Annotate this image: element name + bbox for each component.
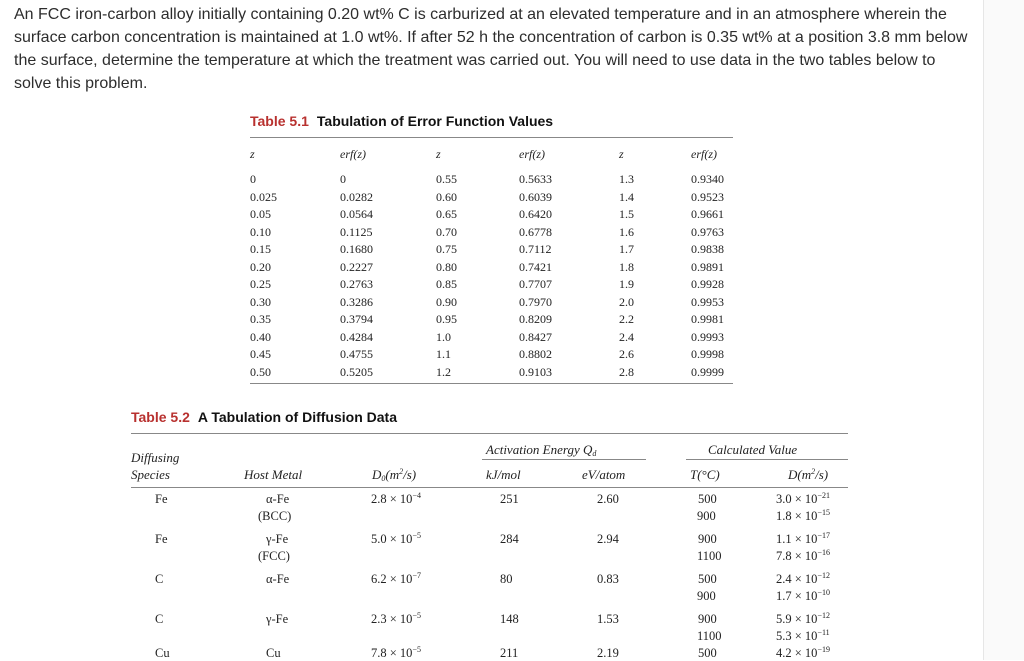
table-5-1-cell: 0.5633: [519, 172, 552, 186]
row-activation-kj: 251: [500, 492, 519, 506]
table-5-1-cell: 1.9: [619, 277, 634, 291]
row-temperature-1: 900: [698, 612, 717, 626]
row-d-value-1: $4.2 \times 10^{-19}$: [776, 645, 830, 660]
row-temperature-1: 500: [698, 572, 717, 586]
row-host-metal: α-Fe: [266, 572, 290, 586]
row-host-metal: Cu: [266, 646, 281, 660]
table-5-1-cell: 1.7: [619, 242, 634, 256]
table-5-1-column-erf: [340, 147, 373, 381]
row-activation-ev: 2.94: [597, 532, 619, 546]
table-5-1-cell: 0.9928: [691, 277, 724, 291]
row-activation-ev: 2.60: [597, 492, 619, 506]
header-host-metal: Host Metal: [244, 467, 303, 482]
header-ev-atom: eV/atom: [582, 467, 626, 482]
row-temperature-2: 900: [697, 509, 716, 523]
table-5-2-top-rule: [131, 433, 848, 434]
table-5-1-cell: 0.9998: [691, 347, 724, 361]
table-5-1-cell: 0.70: [436, 224, 457, 239]
table-5-1-cell: 0.5205: [340, 364, 373, 379]
row-species: Fe: [155, 532, 168, 546]
header-temperature: T(°C): [690, 467, 720, 482]
table-5-1-cell: 0.85: [436, 277, 457, 291]
table-5-1-cell: 0.025: [250, 189, 277, 204]
table-5-1-cell: 0.2227: [340, 259, 373, 274]
row-activation-ev: 2.19: [597, 646, 619, 660]
table-5-1-cell: 0.6778: [519, 224, 552, 239]
table-5-1-cell: 0.3794: [340, 312, 373, 326]
table-5-1-caption: Tabulation of Error Function Values: [316, 113, 554, 129]
row-species: C: [155, 572, 164, 586]
table-5-1-cell: 0.3286: [340, 294, 373, 309]
row-activation-kj: 80: [500, 572, 513, 586]
calculated-value-rule: [686, 459, 848, 460]
row-species: C: [155, 612, 164, 626]
table-5-1-cell: 1.0: [436, 329, 451, 344]
row-host-metal: α-Fe: [266, 492, 290, 506]
table-5-1-cell: 0.9953: [691, 294, 724, 309]
table-5-1-cell: 0.9340: [691, 172, 724, 186]
table-5-1-cell: 0: [250, 172, 256, 186]
table-5-1-cell: 0.8427: [519, 329, 552, 344]
row-d0: $2.3 \times 10^{-5}$: [371, 611, 421, 626]
table-5-1-cell: 2.4: [619, 329, 634, 344]
table-5-1-cell: 0.9993: [691, 329, 724, 344]
table-5-1-cell: 0.60: [436, 189, 457, 204]
row-d-value-2: $1.7 \times 10^{-10}$: [776, 588, 830, 603]
row-d-value-2: $5.3 \times 10^{-11}$: [776, 628, 830, 643]
table-5-1-cell: 0.50: [250, 364, 271, 379]
header-activation-energy: Activation Energy $Q_d$: [486, 442, 597, 458]
table-5-1-cell: 0.35: [250, 312, 271, 326]
header-kj-mol: kJ/mol: [486, 467, 521, 482]
row-activation-kj: 284: [500, 532, 519, 546]
table-5-1-number: Table 5.1: [250, 113, 309, 129]
table-5-1-cell: 0.6420: [519, 207, 552, 221]
row-host-structure: (FCC): [258, 549, 290, 563]
table-5-1-cell: 0.05: [250, 207, 271, 221]
table-5-1-column-z: [250, 147, 277, 381]
header-d: $D(m^2/s)$: [788, 467, 829, 482]
table-5-1-header-erf: erf(z): [691, 147, 717, 161]
table-5-1-header-z: z: [436, 147, 441, 161]
table-5-1-cell: 0.9103: [519, 364, 552, 379]
row-activation-kj: 211: [500, 646, 519, 660]
table-5-1-cell: 0.9891: [691, 259, 724, 274]
table-5-1-cell: 0.7707: [519, 277, 552, 291]
row-host-metal: γ-Fe: [266, 612, 289, 626]
table-5-1-cell: 1.5: [619, 207, 634, 221]
table-5-1-cell: 1.3: [619, 172, 634, 186]
right-scroll-rail: [983, 0, 1024, 660]
row-d0: $6.2 \times 10^{-7}$: [371, 571, 421, 586]
table-5-1-header-z: z: [250, 147, 255, 161]
table-5-1-cell: 1.2: [436, 364, 451, 379]
table-5-1-column-z: [619, 147, 634, 381]
row-activation-ev: 1.53: [597, 612, 619, 626]
problem-statement: An FCC iron-carbon alloy initially containing 0.20 wt% C is carburized at an elevated temperature and in an atmosphere wherein the surface carbon concentration is maintained at 1.0 wt%. If after 52 h the concentration of carbon is 0.35 wt% at a position 3.8 mm below the surface, determine the temperature at which the treatment was carried out. You will need to use data in the two tables below to solve this problem.: [14, 6, 968, 92]
table-5-1-cell: 2.6: [619, 347, 634, 361]
table-5-1-cell: 0.0564: [340, 207, 373, 221]
table-5-1-cell: 1.8: [619, 259, 634, 274]
table-5-1-cell: 0.15: [250, 242, 271, 256]
table-5-1-column-erf: [519, 147, 552, 381]
table-5-1-cell: 0.45: [250, 347, 271, 361]
table-5-2-caption: A Tabulation of Diffusion Data: [197, 409, 397, 425]
row-d-value-2: $1.8 \times 10^{-15}$: [776, 508, 830, 523]
table-5-2-number: Table 5.2: [131, 409, 190, 425]
table-5-1-cell: 0.1125: [340, 224, 373, 239]
table-5-1-cell: 1.4: [619, 189, 634, 204]
table-5-1-cell: 0.7970: [519, 294, 552, 309]
header-species: Species: [131, 467, 170, 482]
table-5-1-header-erf: erf(z): [340, 147, 366, 161]
table-5-1-cell: 0.90: [436, 294, 457, 309]
table-5-1-cell: 0.9661: [691, 207, 724, 221]
table-5-1-column-erf: [691, 147, 724, 381]
table-5-1-cell: 0.7112: [519, 242, 552, 256]
row-d0: $7.8 \times 10^{-5}$: [371, 645, 421, 660]
table-5-1-cell: 0.9523: [691, 189, 724, 204]
row-temperature-1: 500: [698, 646, 717, 660]
table-5-1-cell: 0.0282: [340, 189, 373, 204]
table-5-1-cell: 0.30: [250, 294, 271, 309]
row-d-value-2: $7.8 \times 10^{-16}$: [776, 548, 830, 563]
table-5-2-title: [131, 409, 397, 425]
header-calculated-value: Calculated Value: [708, 442, 798, 457]
header-diffusing: Diffusing: [131, 450, 180, 465]
table-5-1-header-erf: erf(z): [519, 147, 545, 161]
table-5-1-cell: 0.25: [250, 277, 271, 291]
table-5-1-cell: 0.9999: [691, 364, 724, 379]
table-5-1-bottom-rule: [250, 383, 733, 384]
row-host-structure: (BCC): [258, 509, 292, 523]
table-5-1-cell: 0.95: [436, 312, 457, 326]
table-5-1-cell: 1.1: [436, 347, 451, 361]
row-species: Fe: [155, 492, 168, 506]
table-5-2-header-rule: [131, 487, 848, 488]
table-5-1-cell: 0.4755: [340, 347, 373, 361]
table-5-1-cell: 0.80: [436, 259, 457, 274]
row-host-metal: γ-Fe: [266, 532, 289, 546]
table-5-1-cell: 0.6039: [519, 189, 552, 204]
header-d0: $D_0(m^2/s)$: [372, 467, 417, 483]
row-d-value-1: $3.0 \times 10^{-21}$: [776, 491, 830, 506]
table-5-1-cell: 0.7421: [519, 259, 552, 274]
activation-energy-rule: [482, 459, 646, 460]
row-temperature-2: 1100: [697, 629, 722, 643]
row-d0: $2.8 \times 10^{-4}$: [371, 491, 421, 506]
table-5-1-cell: 0.65: [436, 207, 457, 221]
row-temperature-2: 900: [697, 589, 716, 603]
table-5-1-cell: 0.9838: [691, 242, 724, 256]
table-5-1-cell: 0.9763: [691, 224, 724, 239]
row-d-value-1: $5.9 \times 10^{-12}$: [776, 611, 830, 626]
table-5-1-column-z: [436, 147, 457, 381]
row-activation-ev: 0.83: [597, 572, 619, 586]
row-d-value-1: $1.1 \times 10^{-17}$: [776, 531, 830, 546]
table-5-1-cell: 0.10: [250, 224, 271, 239]
table-5-1-title: [250, 113, 553, 131]
table-5-1-cell: 2.8: [619, 364, 634, 379]
table-5-1-cell: 1.6: [619, 224, 634, 239]
row-d0: $5.0 \times 10^{-5}$: [371, 531, 421, 546]
table-5-1-cell: 0.2763: [340, 277, 373, 291]
row-d-value-1: $2.4 \times 10^{-12}$: [776, 571, 830, 586]
row-activation-kj: 148: [500, 612, 519, 626]
table-5-1-cell: 0.20: [250, 259, 271, 274]
table-5-1-cell: 0.40: [250, 329, 271, 344]
row-species: Cu: [155, 646, 170, 660]
row-temperature-1: 900: [698, 532, 717, 546]
table-5-1-cell: 2.2: [619, 312, 634, 326]
table-5-1-header-z: z: [619, 147, 624, 161]
table-5-1-cell: 2.0: [619, 294, 634, 309]
table-5-1-cell: 0.1680: [340, 242, 373, 256]
table-5-1-cell: 0.55: [436, 172, 457, 186]
table-5-1-cell: 0.8209: [519, 312, 552, 326]
table-5-1-cell: 0.9981: [691, 312, 724, 326]
table-5-1-cell: 0.75: [436, 242, 457, 256]
row-temperature-1: 500: [698, 492, 717, 506]
table-5-1-top-rule: [250, 137, 733, 138]
row-temperature-2: 1100: [697, 549, 722, 563]
table-5-1-cell: 0.4284: [340, 329, 373, 344]
table-5-1-cell: 0: [340, 172, 346, 186]
table-5-1-cell: 0.8802: [519, 347, 552, 361]
